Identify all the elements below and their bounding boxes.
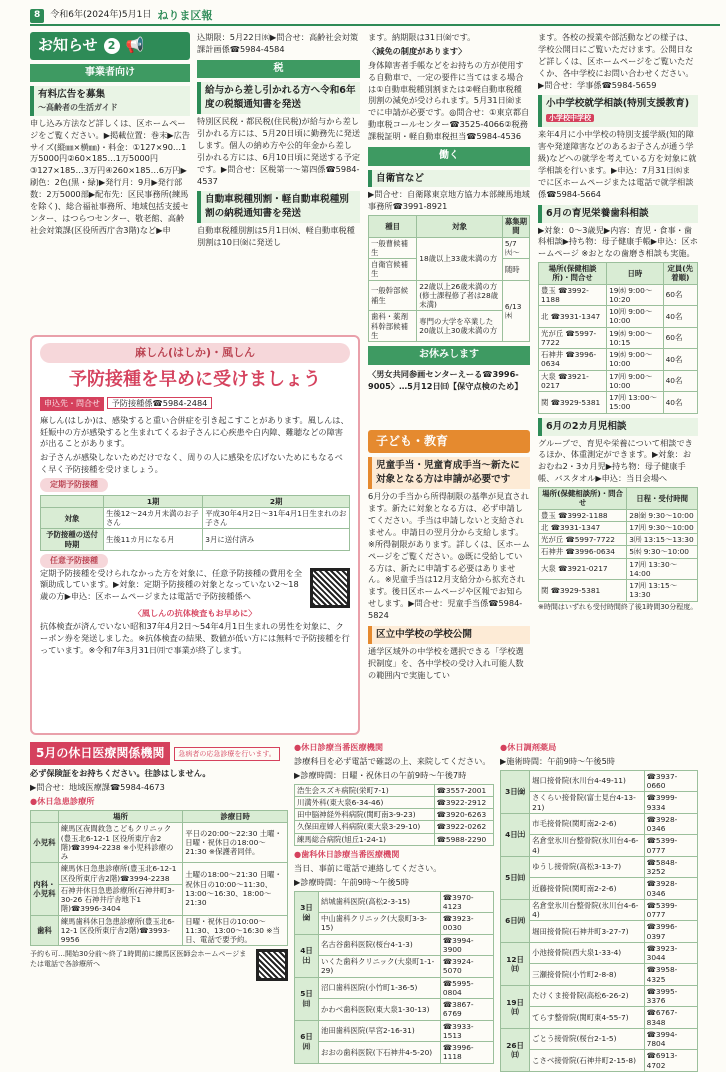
table-row: 6日㈪ 池田歯科医院(早宮2-16-31) ☎3933-1513 — [295, 1020, 494, 1042]
holiday-clinics: 5月の休日医療関係機関 急病者の応急診療を行います。 必ず保険証をお持ちください。往診はしません。 ▶問合せ：地域医療課☎5984-4673 ●休日急患診療所 場所 診療日時 小児科 練馬区夜間救急こどもクリニック(豊玉北6-12-1 区役所東庁舎2階)☎3994-2238 ※小児科診療のみ 平日の20:00〜22:30 土曜・日曜・祝休日の18:00〜21:30 ※保護者同伴。 内科・小児科 練馬休日急患診療所(豊玉北6-12-1 区役所東庁舎2階)☎3994-2238 土曜の18:00〜21:30 日曜・祝休日の10:00〜11:30、13:00〜16:30、18:00〜21:30 石神井休日急患診療所(石神井町3-30-26 石神井庁舎地下1階)☎3996-3404 歯科 練馬歯科休日急患診療所(豊玉北6-12-1 区役所東庁舎2階)☎3993-9956 日曜・祝休日の10:00〜11:30、13:00〜16:30 ※当日、電話で要予約。 予約も可…開始30分前〜終了1時間前に練馬区医師会ホームページまたは電話で各診療所へ — [30, 742, 288, 1054]
article-body: 定期予防接種を受けられなかった方を対象に、任意予防接種の費用を全額助成しています。▶対象：定期予防接種の対象となっていない2〜18歳の方▶申込：区ホームページまたは電話で予防接種係へ — [40, 567, 303, 602]
measles-title: 予防接種を早めに受けましょう — [69, 368, 321, 390]
table-row: 田中脳神経外科病院(関町南3-9-23) ☎3920-6263 — [295, 809, 494, 821]
table-row: おおの歯科医院(下石神井4-5-20) ☎3996-1118 — [295, 1042, 494, 1064]
article-body: お子さんが感染しないためだけでなく、周りの人に感染を広げないためにもなるべく早く予防接種を受けましょう。 — [40, 452, 343, 475]
table-row: 一般曹候補生 18歳以上33歳未満の方 5/7㈫〜 — [369, 237, 530, 259]
table-row: 26日㈰ ごとう接骨院(桜台2-1-5) ☎3994-7804 — [501, 1028, 698, 1050]
article-body: 通学区域外の中学校を選択できる「学校選択制度」を、各中学校の受け入れ可能人数の範囲内で実施してい — [368, 645, 524, 680]
issue-date: 令和6年(2024年)5月1日 — [50, 10, 152, 21]
table-row: 北 ☎3931-1347 10㈪ 9:00〜10:00 40名 — [539, 306, 698, 328]
holiday-bonesetters: ●休日調剤薬局 ▶施術時間：午前9時〜午後5時 3日㈮ 堀口接骨院(氷川台4-49-11) ☎3937-0660 さくらい接骨院(富士見台4-13-21) ☎3999-9334 4日㈯ 市毛接骨院(関町南2-2-6) ☎3928-0346 名倉堂氷川台整骨院(氷川台4-6-4) ☎5399-0777 5日㈰ ゆうし接骨院(高松3-13-7) ☎5848-3252 近藤接骨院(関町南2-2-6) ☎3928-0346 6日㈪ 名倉堂氷川台整骨院(氷川台4-6-4) ☎5399-0777 堀田接骨院(石神井町3-27-7) ☎3996-0397 12日㈰ 小池接骨院(西大泉1-33-4) ☎3923-3044 三瀬接骨院(小竹町2-8-8) ☎3958-4325 19日㈰ たけくま接骨院(高松6-26-2) ☎3995-3376 てらす整骨院(関町東4-55-7) ☎6767-8348 26日㈰ ごとう接骨院(桜台2-1-5) ☎3994-7804 こさべ接骨院(石神井町2-15-8) ☎6913-4702 — [500, 742, 698, 1054]
table-row: 石神井 ☎3996-0634 5㈬ 9:30〜10:00 — [539, 546, 698, 558]
table-row: 石神井 ☎3996-0634 19㈬ 9:00〜10:00 40名 — [539, 349, 698, 371]
article-body: 麻しん(はしか)は、感染すると重い合併症を引き起こすことがあります。風しんは、妊娠中の方が感染すると生まれてくるお子さんに心疾患や白内障、難聴などの障害が出ることがあります。 — [40, 414, 349, 449]
article-heading: 児童手当・児童育成手当〜新たに対象となる方は申請が必要です — [368, 457, 530, 489]
table-row: 石神井休日急患診療所(石神井町3-30-26 石神井庁舎地下1階)☎3996-3404 — [31, 884, 288, 915]
column-1 — [30, 32, 190, 332]
table-row: 名倉堂氷川台整骨院(氷川台4-6-4) ☎5399-0777 — [501, 835, 698, 857]
continued-text: ます。各校の授業や部活動などの様子は、学校公開日にご覧いただけます。公開日など詳しくは、区ホームページをご覧いただくか、各中学校にお問い合わせください。▶問合せ：学事係☎5984-5659 — [538, 32, 694, 90]
table-row: 川満外科(東大泉6-34-46) ☎3922-2912 — [295, 796, 494, 808]
table-row: 5日㈰ 沼口歯科医院(小竹町1-36-5) ☎5995-0804 — [295, 977, 494, 999]
table-row: 浩生会スズキ病院(栄町7-1) ☎3557-2001 — [295, 784, 494, 796]
table-row: 中山歯科クリニック(大泉町3-3-15) ☎3923-0030 — [295, 913, 494, 935]
article-body: 身体障害者手帳などをお持ちの方が使用する自動車で、一定の要件に当てはまる場合は①自動車税種別割または②軽自動車税種別割の減免が受けられます。5月31日㈮までに申請が必要です。◎問合せ：①東京都自動車税コールセンター☎3525-4066②税務課税証明・軽自動車税担当☎5984-4536 — [368, 59, 530, 142]
section-title: お知らせ 2 📢 — [30, 32, 190, 60]
table-row: 三瀬接骨院(小竹町2-8-8) ☎3958-4325 — [501, 964, 698, 986]
bonesetter-table — [500, 770, 698, 1072]
table-row: 3日㈮ 堀口接骨院(氷川台4-49-11) ☎3937-0660 — [501, 770, 698, 792]
table-row: 久保田産婦人科病院(東大泉3-29-10) ☎3922-0262 — [295, 821, 494, 833]
page-number: 8 — [30, 9, 44, 22]
table-row: 予防接種の送付時期 生後11カ月になる月 3月に送付済み — [41, 529, 350, 551]
table-row: 大泉 ☎3921-0217 17㈪ 9:00〜10:00 40名 — [539, 370, 698, 392]
holiday-note: 急病者の応急診療を行います。 — [174, 747, 279, 761]
table-row: 4日㈯ 名古谷歯科医院(桜台4-1-3) ☎3994-3900 — [295, 934, 494, 956]
table-row: 練馬総合病院(旭丘1-24-1) ☎5988-2290 — [295, 833, 494, 845]
table-row: 5日㈰ ゆうし接骨院(高松3-13-7) ☎5848-3252 — [501, 856, 698, 878]
article-body: ▶問合せ：自衛隊東京地方協力本部練馬地域事務所☎3991-8921 — [368, 189, 530, 212]
table-row: 内科・小児科 練馬休日急患診療所(豊玉北6-12-1 区役所東庁舎2階)☎3994-2238 土曜の18:00〜21:30 日曜・祝休日の10:00〜11:30、13:00〜16:30、18:00〜21:30 — [31, 863, 288, 885]
table-row: 4日㈯ 市毛接骨院(関町南2-2-6) ☎3928-0346 — [501, 813, 698, 835]
article-heading: 自動車税種別割・軽自動車税種別割の納税通知書を発送 — [197, 191, 360, 223]
emergency-clinic-table: 場所 診療日時 小児科 練馬区夜間救急こどもクリニック(豊玉北6-12-1 区役所東庁舎2階)☎3994-2238 ※小児科診療のみ 平日の20:00〜22:30 土曜・日曜・祝休日の18:00〜21:30 ※保護者同伴。 内科・小児科 練馬休日急患診療所(豊玉北6-12-1 区役所東庁舎2階)☎3994-2238 土曜の18:00〜21:30 日曜・祝休日の10:00〜11:30、13:00〜16:30、18:00〜21:30 石神井休日急患診療所(石神井町3-30-26 石神井庁舎地下1階)☎3996-3404 歯科 練馬歯科休日急患診療所(豊玉北6-12-1 区役所東庁舎2階)☎3993-9956 日曜・祝休日の10:00〜11:30、13:00〜16:30 ※当日、電話で要予約。 — [30, 810, 288, 946]
footnote: ※時間はいずれも受付時間終了後1時間30分程度。 — [538, 602, 698, 611]
table-row: 12日㈰ 小池接骨院(西大泉1-33-4) ☎3923-3044 — [501, 942, 698, 964]
article-heading: 6月の2カ月児相談 — [538, 418, 698, 436]
article-heading: 区立中学校の学校公開 — [368, 626, 530, 644]
dental-table — [294, 891, 494, 1064]
article-body: 抗体検査が済んでいない昭和37年4月2日〜54年4月1日生まれの男性を対象に、クーポン券を発送しました。※抗体検査の結果、数値が低い方には無料で予防接種を行っています。※令和7年3月31日㈪で事業が終了します。 — [40, 621, 350, 656]
section-title-kids: 子ども・教育 — [368, 430, 530, 453]
megaphone-icon: 📢 — [125, 36, 145, 54]
article-body: 申し込み方法など詳しくは、区ホームページをご覧ください。▶掲載位置：巻末▶広告サイズ(縦㎜×横㎜)・料金：①127×90…1万5000円②60×185…1万5000円③127×185…3万円④260×185…6万円▶刷色：2色(黒・緑)▶発行月：9月▶発行部数：2万5000部▶配布先：区民事務所(練馬を除く)、総合福祉事務所、地域包括支援センター、はつらつセンター、敬老館、高齢社会対策課(区役所西庁舎3階)など▶申 — [30, 117, 190, 235]
article-heading: 給与から差し引かれる方へ令和6年度の税額通知書を発送 — [197, 82, 360, 114]
vaccination-table: 1期 2期 対象 生後12〜24カ月未満のお子さん 平成30年4月2日〜31年4月1日生まれのお子さん 予防接種の送付時期 生後11カ月になる月 3月に送付済み — [40, 495, 350, 551]
table-row: 一般幹部候補生 22歳以上26歳未満の方(修士課程修了者は28歳未満) 6/13㈭ — [369, 280, 530, 311]
school-tag: 小学校中学校 — [546, 114, 594, 122]
continued-text: 込期限：5月22日㈬▶問合せ：高齢社会対策課計画係☎5984-4584 — [197, 32, 359, 54]
table-row: 小児科 練馬区夜間救急こどもクリニック(豊玉北6-12-1 区役所東庁舎2階)☎3994-2238 ※小児科診療のみ 平日の20:00〜22:30 土曜・日曜・祝休日の18:00〜21:30 ※保護者同伴。 — [31, 823, 288, 863]
optional-vaccination-pill: 任意予防接種 — [40, 554, 108, 568]
article-heading: 有料広告を募集 〜高齢者の生活ガイド — [30, 86, 190, 116]
contact-line: 申込先・問合せ 予防接種係☎5984-2484 — [40, 397, 350, 411]
article-body: グループで、育児や栄養について相談できるほか、体重測定ができます。▶対象：おおむね2・3カ月児▶持ち物：母子健康手帳、バスタオル▶申込：当日会場へ — [538, 437, 693, 484]
subsection-closed: お休みします — [368, 346, 530, 365]
column-4 — [538, 32, 698, 737]
qr-code — [310, 568, 350, 608]
table-row: 豊玉 ☎3992-1188 19㈬ 9:00〜10:20 60名 — [539, 284, 698, 306]
recruit-table: 種目 対象 募集期間 一般曹候補生 18歳以上33歳未満の方 5/7㈫〜 自衛官候補生 随時 一般幹部候補生 22歳以上26歳未満の方(修士課程修了者は28歳未満) 6/13㈭ 歯科・薬剤科幹部候補生 専門の大学を卒業した20歳以上30歳未満の方 — [368, 215, 530, 342]
table-row: 歯科 練馬歯科休日急患診療所(豊玉北6-12-1 区役所東庁舎2階)☎3993-9956 日曜・祝休日の10:00〜11:30、13:00〜16:30 ※当日、電話で要予約。 — [31, 915, 288, 946]
nutrition-table: 場所(保健相談所)・問合せ 日時 定員(先着順) 豊玉 ☎3992-1188 19㈬ 9:00〜10:20 60名 北 ☎3931-1347 10㈪ 9:00〜10:00 40名 光が丘 ☎5997-7722 19㈬ 9:00〜10:15 60名 石神井 ☎3996-0634 19㈬ 9:00〜10:00 40名 大泉 ☎3921-0217 17㈪ 9:00〜10:00 40名 関 ☎3929-5381 17㈪ 13:00〜15:00 40名 — [538, 262, 698, 414]
subsection-business: 事業者向け — [30, 64, 190, 83]
duty-doctor-table — [294, 784, 494, 846]
page-header — [30, 8, 720, 26]
subsection-work: 働く — [368, 147, 530, 166]
brand-logo: ねりま区報 — [157, 9, 213, 23]
article-heading: 小中学校就学相談(特別支援教育) 小学校中学校 — [538, 95, 698, 127]
continued-text: ます。納期限は31日㈮です。 — [368, 32, 476, 42]
table-row: 歯科・薬剤科幹部候補生 専門の大学を卒業した20歳以上30歳未満の方 — [369, 311, 530, 342]
table-row: 対象 生後12〜24カ月未満のお子さん 平成30年4月2日〜31年4月1日生まれのお子さん — [41, 507, 350, 529]
kids-section — [368, 430, 530, 732]
section-number: 2 — [104, 38, 120, 54]
regular-vaccination-pill: 定期予防接種 — [40, 478, 108, 492]
table-row: 3日㈮ 結城歯科医院(高松2-3-15) ☎3970-4123 — [295, 891, 494, 913]
table-row: 大泉 ☎3921-0217 17㈪ 13:30〜14:00 — [539, 558, 698, 580]
subsection-tax: 税 — [197, 60, 360, 79]
table-row: 光が丘 ☎5997-7722 3㈪ 13:15〜13:30 — [539, 534, 698, 546]
table-row: 北 ☎3931-1347 17㈪ 9:30〜10:00 — [539, 521, 698, 533]
table-row: さくらい接骨院(富士見台4-13-21) ☎3999-9334 — [501, 792, 698, 814]
table-row: 19日㈰ たけくま接骨院(高松6-26-2) ☎3995-3376 — [501, 985, 698, 1007]
article-body: 〈男女共同参画センターえーる☎3996-9005〉…5月12日㈰【保守点検のため】 — [368, 368, 523, 391]
table-row: 近藤接骨院(関町南2-2-6) ☎3928-0346 — [501, 878, 698, 900]
table-row: 光が丘 ☎5997-7722 19㈬ 9:00〜10:15 60名 — [539, 327, 698, 349]
table-row: てらす整骨院(関町東4-55-7) ☎6767-8348 — [501, 1007, 698, 1029]
table-row: かわべ歯科医院(東大泉1-30-13) ☎3867-6769 — [295, 999, 494, 1021]
two-month-table: 場所(保健相談所)・問合せ 日程・受付時間 豊玉 ☎3992-1188 28㈮ 9:30〜10:00 北 ☎3931-1347 17㈪ 9:30〜10:00 光が丘 ☎5997-7722 3㈪ 13:15〜13:30 石神井 ☎3996-0634 5㈬ 9:30〜10:00 大泉 ☎3921-0217 17㈪ 13:30〜14:00 関 ☎3929-5381 17㈪ 13:15〜13:30 — [538, 487, 698, 602]
table-row: 豊玉 ☎3992-1188 28㈮ 9:30〜10:00 — [539, 509, 698, 521]
measles-box — [30, 335, 360, 735]
table-row: 堀田接骨院(石神井町3-27-7) ☎3996-0397 — [501, 921, 698, 943]
article-body: 自動車税種別割は5月1日㈬、軽自動車税種別割は10日㈮に発送し — [197, 225, 355, 248]
article-heading: 6月の育児栄養歯科相談 — [538, 205, 698, 223]
column-3 — [368, 32, 530, 400]
article-body: 6月分の手当から所得制限の基準が見直されます。新たに対象となる方は、必ず申請してください。手当は申請しないと支給されません。申請日の翌月分から支給します。※所得制限があります。詳しくは、区ホームページをご覧ください。◎既に受給している方は、新たに申請する必要はありません。※児童手当は12月支給分から拡充されます。後日区ホームページや区報でお知らせします。▶問合せ：児童手当係☎5984-5824 — [368, 491, 530, 621]
article-body: 特別区民税・都民税(住民税)が給与から差し引かれる方には、5月20日頃に勤務先に発送します。個人の納め方や公的年金から差し引かれる方には、6月10日頃に発送する予定です。▶問合せ：区税第一〜第四係☎5984-4537 — [197, 116, 361, 186]
table-row: 関 ☎3929-5381 17㈪ 13:15〜13:30 — [539, 580, 698, 602]
table-row: いくた歯科クリニック(大泉町1-1-29) ☎3924-5070 — [295, 956, 494, 978]
reservation-note: 予約も可…開始30分前〜終了1時間前に練馬区医師会ホームページまたは電話で各診療所へ — [30, 950, 247, 969]
article-body: ▶対象：0〜3歳児▶内容：育児・食事・歯科相談▶持ち物：母子健康手帳▶申込：区ホームページ ※おとなの歯磨き相談も実施。 — [538, 224, 698, 259]
column-2 — [197, 32, 360, 332]
table-row: 自衛官候補生 随時 — [369, 259, 530, 281]
qr-code — [256, 949, 288, 981]
sub-heading: 〈減免の制度があります〉 — [368, 45, 467, 56]
holiday-title: 5月の休日医療関係機関 — [30, 742, 170, 765]
table-row: こさべ接骨院(石神井町2-15-8) ☎6913-4702 — [501, 1050, 698, 1072]
article-heading: 自衛官など — [368, 170, 530, 188]
article-body: 来年4月に小中学校の特別支援学級(知的障害や発達障害などのあるお子さんが通う学級)などへの就学を考えている方を対象に就学相談を行います。▶申込：7月31日㈬までに区ホームページまたは電話で就学相談係☎5984-5664 — [538, 129, 697, 199]
measles-head: 麻しん(はしか)・風しん — [40, 343, 350, 363]
sub-heading: 〈風しんの抗体検査もお早めに〉 — [133, 607, 257, 618]
table-row: 6日㈪ 名倉堂氷川台整骨院(氷川台4-6-4) ☎5399-0777 — [501, 899, 698, 921]
holiday-doctors: ●休日診療当番医療機関 診療科目を必ず電話で確認の上、来院してください。 ▶診療時間：日曜・祝休日の午前9時〜午後7時 浩生会スズキ病院(栄町7-1) ☎3557-2001 川満外科(東大泉6-34-46) ☎3922-2912 田中脳神経外科病院(関町南3-9-23) ☎3920-6263 久保田産婦人科病院(東大泉3-29-10) ☎3922-0262 練馬総合病院(旭丘1-24-1) ☎5988-2290 ●歯科休日診療当番医療機関 当日、事前に電話で連絡してください。 ▶診療時間：午前9時〜午後5時 3日㈮ 結城歯科医院(高松2-3-15) ☎3970-4123 中山歯科クリニック(大泉町3-3-15) ☎3923-0030 4日㈯ 名古谷歯科医院(桜台4-1-3) ☎3994-3900 いくた歯科クリニック(大泉町1-1-29) ☎3924-5070 5日㈰ 沼口歯科医院(小竹町1-36-5) ☎5995-0804 かわべ歯科医院(東大泉1-30-13) ☎3867-6769 6日㈪ 池田歯科医院(早宮2-16-31) ☎3933-1513 おおの歯科医院(下石神井4-5-20) ☎3996-1118 — [294, 742, 494, 1054]
table-row: 関 ☎3929-5381 17㈪ 13:00〜15:00 40名 — [539, 392, 698, 414]
